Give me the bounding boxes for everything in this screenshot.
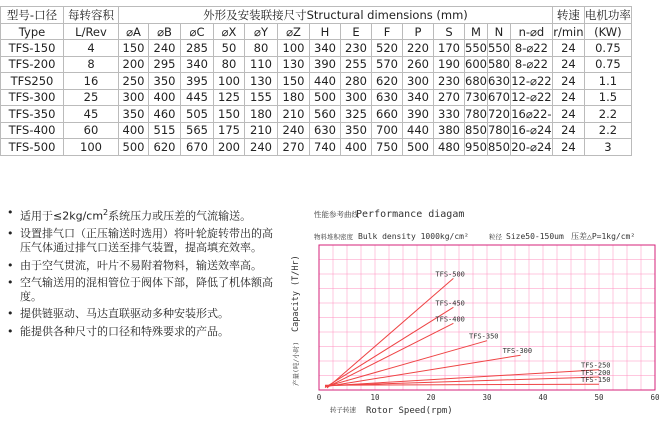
table-row <box>1 106 632 123</box>
table-cell: 560 <box>310 106 341 123</box>
table-subheader-row <box>1 24 632 40</box>
chart-condition-cn-1: 物料堆积密度 <box>314 233 353 241</box>
table-header-cell: N <box>487 24 510 40</box>
table-cell: 16⌀22- <box>511 106 552 121</box>
table-cell: 3 <box>584 139 631 156</box>
table-cell: 25 <box>64 89 119 106</box>
table-cell: 670 <box>487 90 510 105</box>
table-header-row <box>1 7 632 24</box>
series-line <box>327 355 521 386</box>
table-cell: 210 <box>278 106 310 123</box>
table-row <box>1 56 632 73</box>
table-cell: 250 <box>119 73 149 90</box>
table-cell: 255 <box>341 56 372 73</box>
table-cell: 500 <box>403 139 434 156</box>
x-axis-label: Rotor Speed(rpm) <box>366 406 453 416</box>
table-cell: 180 <box>245 106 278 123</box>
x-tick-label: 10 <box>370 393 380 402</box>
table-cell: 0.75 <box>584 40 631 57</box>
table-cell: 720 <box>487 106 510 121</box>
table-cell: 150 <box>278 73 310 90</box>
table-cell: TFS-350 <box>1 106 64 123</box>
table-header-cell: ⌀Y <box>245 24 278 40</box>
table-cell: 300 <box>403 73 434 90</box>
table-cell: 520 <box>372 40 403 57</box>
table-cell: 130 <box>245 73 278 90</box>
table-cell: 340 <box>310 40 341 57</box>
table-cell: 285 <box>181 40 214 57</box>
table-cell: 16-⌀24 <box>511 123 552 138</box>
table-cell: 80 <box>245 40 278 57</box>
table-cell: 100 <box>214 73 245 90</box>
x-tick-label: 60 <box>650 393 660 402</box>
table-cell: 12-⌀22 <box>511 73 552 88</box>
table-cell: 270 <box>434 89 465 106</box>
table-cell: 150 <box>214 106 245 123</box>
table-cell: 210 <box>245 122 278 139</box>
table-cell: 230 <box>341 40 372 57</box>
table-header-cell: M <box>465 24 488 40</box>
table-cell: 580 <box>487 57 510 72</box>
table-cell: 750 <box>372 139 403 156</box>
table-cell: 340 <box>181 56 214 73</box>
table-cell: 700 <box>372 122 403 139</box>
table-cell: 680 <box>465 73 487 88</box>
table-cell: 24 <box>552 40 584 57</box>
table-cell: 20-⌀24 <box>511 139 552 154</box>
table-cell: 24 <box>552 106 584 123</box>
table-row <box>1 73 632 90</box>
table-header-cell: ⌀C <box>181 24 214 40</box>
table-cell: 100 <box>278 40 310 57</box>
table-cell: 350 <box>149 73 181 90</box>
table-cell: 480 <box>434 139 465 156</box>
table-row <box>1 122 632 139</box>
table-cell: 24 <box>552 89 584 106</box>
table-cell: 2.2 <box>584 106 631 123</box>
table-cell: 270 <box>278 139 310 156</box>
x-tick-label: 0 <box>316 393 322 402</box>
feature-notes <box>6 206 274 342</box>
table-cell: 350 <box>341 122 372 139</box>
table-header-cell: (KW) <box>584 24 631 40</box>
x-tick-label: 20 <box>426 393 436 402</box>
series-label: TFS-350 <box>469 332 499 341</box>
table-cell: 400 <box>149 89 181 106</box>
table-cell: 175 <box>214 122 245 139</box>
table-header-cell: ⌀B <box>149 24 181 40</box>
chart-condition-2: Size50-150um <box>506 232 564 241</box>
bullet-icon: • <box>7 275 14 289</box>
table-header-cell: Type <box>1 24 64 40</box>
table-cell: 500 <box>119 139 149 156</box>
table-header-cell: S <box>434 24 465 40</box>
table-cell: 170 <box>434 40 465 57</box>
table-cell: 395 <box>181 73 214 90</box>
chart-condition-1: Bulk density 1000kg/cm² <box>358 232 469 241</box>
table-cell: 850 <box>465 123 487 138</box>
x-axis-label-cn: 转子转速 <box>330 406 356 414</box>
table-cell: 60 <box>64 122 119 139</box>
series-label: TFS-450 <box>435 299 465 308</box>
table-cell: 1.1 <box>584 73 631 90</box>
table-cell: 780 <box>487 123 510 138</box>
series-label: TFS-150 <box>581 376 611 385</box>
bullet-icon: • <box>7 307 14 321</box>
series-label: TFS-400 <box>435 315 465 324</box>
table-cell: 180 <box>278 89 310 106</box>
series-label: TFS-200 <box>581 368 611 377</box>
table-cell: TFS250 <box>1 73 64 90</box>
table-cell: 730 <box>465 90 487 105</box>
table-cell: 620 <box>149 139 181 156</box>
note-item: • 提供链驱动、马达直联驱动多种安装形式。 <box>7 307 229 321</box>
table-cell: TFS-300 <box>1 89 64 106</box>
note-item: • 空气输送用的混相管位于阀体下部，降低了机体额高度。 <box>7 275 273 304</box>
bullet-icon: • <box>7 258 14 272</box>
table-cell: 380 <box>434 122 465 139</box>
table-cell: 260 <box>403 56 434 73</box>
table-cell: 550 <box>465 40 487 55</box>
table-cell: 390 <box>310 56 341 73</box>
table-cell: 570 <box>372 56 403 73</box>
table-cell: 950 <box>465 139 487 154</box>
table-cell: 220 <box>403 40 434 57</box>
table-cell: 1.5 <box>584 89 631 106</box>
table-cell: 200 <box>214 139 245 156</box>
table-cell: 8 <box>64 56 119 73</box>
table-cell: 330 <box>434 106 465 123</box>
table-cell: 445 <box>181 89 214 106</box>
header-model: 型号-口径 <box>1 7 64 24</box>
table-cell: 440 <box>310 73 341 90</box>
table-cell: 16 <box>64 73 119 90</box>
table-cell: 400 <box>341 139 372 156</box>
note-item: • 能提供各种尺寸的口径和特殊要求的产品。 <box>7 324 229 338</box>
spec-table <box>0 6 632 156</box>
table-cell: 300 <box>341 89 372 106</box>
bullet-icon: • <box>7 324 14 338</box>
table-cell: 100 <box>64 139 119 156</box>
table-cell: 200 <box>119 56 149 73</box>
table-cell: 460 <box>149 106 181 123</box>
table-cell: 240 <box>245 139 278 156</box>
table-cell: 24 <box>552 73 584 90</box>
table-cell: 505 <box>181 106 214 123</box>
table-cell: 190 <box>434 56 465 73</box>
table-header-cell: r/min <box>553 24 584 39</box>
table-row <box>1 139 632 156</box>
y-axis-label: Capacity (T/Hr) <box>291 255 301 332</box>
table-cell: 110 <box>245 56 278 73</box>
table-cell: 550 <box>487 40 510 55</box>
chart-condition-cn-2: 粒径 <box>489 233 502 241</box>
table-cell: 780 <box>465 106 487 121</box>
table-cell: 4 <box>64 40 119 57</box>
table-header-cell: ⌀Z <box>278 24 310 40</box>
table-cell: 350 <box>119 106 149 123</box>
table-cell: 230 <box>434 73 465 90</box>
table-cell: 515 <box>149 122 181 139</box>
header-dimensions: 外形及安装联接尺寸Structural dimensions (mm) <box>119 7 553 24</box>
table-cell: 440 <box>403 122 434 139</box>
table-header-cell: P <box>403 24 434 40</box>
table-cell: 300 <box>119 89 149 106</box>
table-header-cell: L/Rev <box>64 24 119 40</box>
table-cell: TFS-400 <box>1 122 64 139</box>
table-cell: 125 <box>214 89 245 106</box>
table-cell: TFS-200 <box>1 56 64 73</box>
table-cell: 325 <box>341 106 372 123</box>
table-cell: 740 <box>310 139 341 156</box>
table-cell: 295 <box>149 56 181 73</box>
table-cell: 50 <box>214 40 245 57</box>
table-cell: 150 <box>119 40 149 57</box>
table-cell: 24 <box>552 122 584 139</box>
table-cell: 400 <box>119 122 149 139</box>
table-cell: TFS-150 <box>1 40 64 57</box>
bullet-icon: • <box>7 226 14 240</box>
table-cell: 45 <box>64 106 119 123</box>
table-cell: 600 <box>465 57 487 72</box>
table-cell: 80 <box>214 56 245 73</box>
bullet-icon: • <box>7 206 14 219</box>
table-header-cell: H <box>310 24 341 40</box>
table-cell: 2.2 <box>584 122 631 139</box>
series-label: TFS-300 <box>502 347 533 356</box>
table-cell: 240 <box>278 122 310 139</box>
note-item: • 由于空气贯流，叶片不易附着物料，输送效率高。 <box>7 258 262 272</box>
table-cell: 630 <box>310 122 341 139</box>
table-cell: 24 <box>552 139 584 156</box>
note-item: • 设置排气口（正压输送时选用）将叶轮旋转带出的高压气体通过排气口送至排气装置，提高填充效率。 <box>7 226 273 255</box>
x-tick-label: 50 <box>594 393 604 402</box>
table-row <box>1 40 632 57</box>
performance-chart <box>276 200 663 425</box>
table-header-cell: F <box>372 24 403 40</box>
x-tick-label: 40 <box>538 393 548 402</box>
table-header-cell: E <box>341 24 372 40</box>
table-row <box>1 89 632 106</box>
table-cell: 130 <box>278 56 310 73</box>
table-cell: 500 <box>310 89 341 106</box>
table-header-cell: ⌀A <box>119 24 149 40</box>
table-header-cell: n-⌀d <box>510 24 552 40</box>
header-power: 电机功率 <box>584 8 631 22</box>
table-cell: 630 <box>487 73 510 88</box>
header-capacity: 每转容积 <box>64 7 119 24</box>
series-label: TFS-250 <box>581 361 611 370</box>
note-item: • 适用于$\le 2kg/cm^2$系统压力或压差的气流输送。 <box>7 206 252 223</box>
chart-condition-3: 压差△P=1kg/cm² <box>571 232 636 241</box>
table-cell: 8-⌀22 <box>510 40 552 57</box>
table-cell: 630 <box>372 89 403 106</box>
table-cell: 24 <box>552 56 584 73</box>
table-cell: 240 <box>149 40 181 57</box>
table-cell: 850 <box>487 139 510 154</box>
chart-title-cn: 性能参考曲线 <box>314 210 359 219</box>
table-cell: 660 <box>372 106 403 123</box>
table-cell: TFS-500 <box>1 139 64 156</box>
header-speed: 转速 <box>552 7 584 24</box>
table-cell: 155 <box>245 89 278 106</box>
table-cell: 390 <box>403 106 434 123</box>
table-cell: 620 <box>372 73 403 90</box>
table-cell: 340 <box>403 89 434 106</box>
table-cell: 8-⌀22 <box>510 56 552 73</box>
table-cell: 0.75 <box>584 56 631 73</box>
chart-title: Performance diagam <box>356 209 465 220</box>
y-axis-label-cn: 产量(吨/小时) <box>292 341 300 386</box>
series-label: TFS-500 <box>435 270 465 279</box>
table-cell: 12-⌀22 <box>511 90 552 105</box>
x-tick-label: 30 <box>482 393 492 402</box>
table-cell: 565 <box>181 122 214 139</box>
table-cell: 280 <box>341 73 372 90</box>
table-header-cell: ⌀X <box>214 24 245 40</box>
table-cell: 670 <box>181 139 214 156</box>
